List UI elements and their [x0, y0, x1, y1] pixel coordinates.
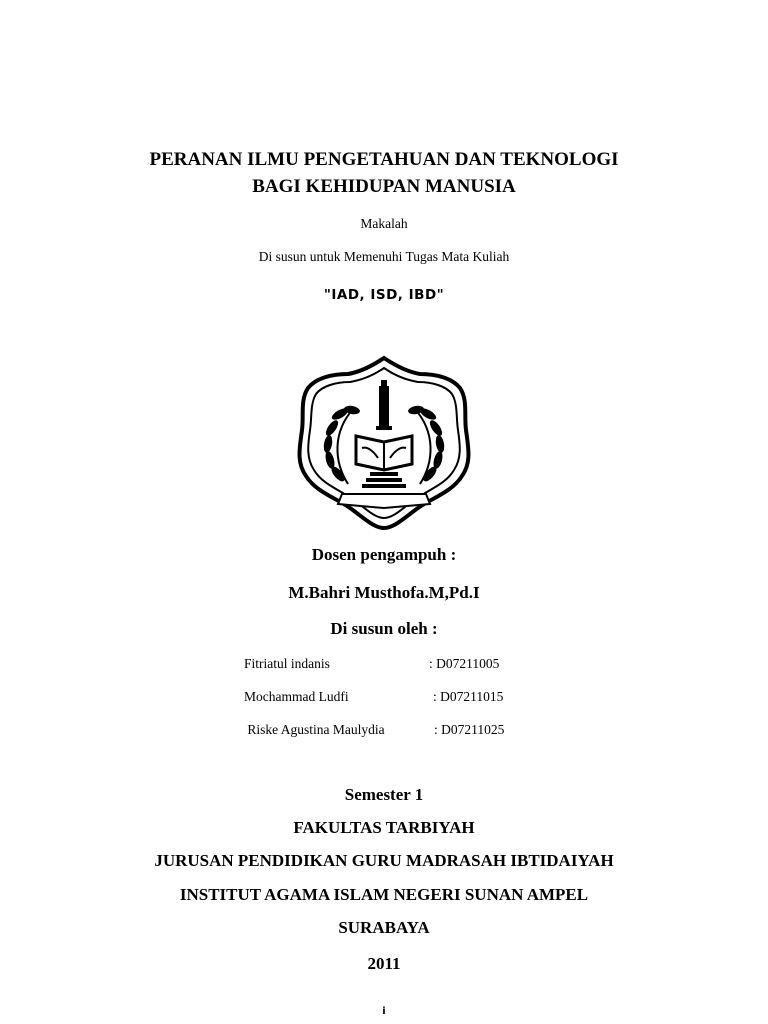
university-emblem-icon: [296, 352, 472, 532]
author-name: Mochammad Ludfi: [244, 689, 349, 704]
lecturer-name: M.Bahri Musthofa.M,Pd.I: [288, 583, 480, 602]
faculty: FAKULTAS TARBIYAH: [293, 818, 475, 837]
semester: Semester 1: [344, 785, 424, 804]
page-number: i: [382, 1006, 386, 1017]
course-name: "IAD, ISD, IBD": [323, 287, 445, 303]
author-nim: : D07211005: [429, 656, 500, 671]
author-name: Fitriatul indanis: [244, 656, 330, 671]
author-name: Riske Agustina Maulydia: [244, 722, 385, 737]
author-nim: : D07211025: [434, 722, 505, 737]
institute: INSTITUT AGAMA ISLAM NEGERI SUNAN AMPEL: [179, 885, 589, 904]
doc-type: Makalah: [360, 216, 408, 231]
authors-label: Di susun oleh :: [330, 619, 438, 638]
department: JURUSAN PENDIDIKAN GURU MADRASAH IBTIDAIYAH: [154, 851, 614, 870]
title-line-1: PERANAN ILMU PENGETAHUAN DAN TEKNOLOGI: [149, 149, 619, 170]
year: 2011: [367, 954, 401, 973]
purpose-text: Di susun untuk Memenuhi Tugas Mata Kuliah: [258, 249, 510, 264]
author-nim: : D07211015: [433, 689, 504, 704]
city: SURABAYA: [338, 918, 430, 937]
lecturer-label: Dosen pengampuh :: [311, 545, 457, 564]
title-line-2: BAGI KEHIDUPAN MANUSIA: [252, 176, 516, 197]
